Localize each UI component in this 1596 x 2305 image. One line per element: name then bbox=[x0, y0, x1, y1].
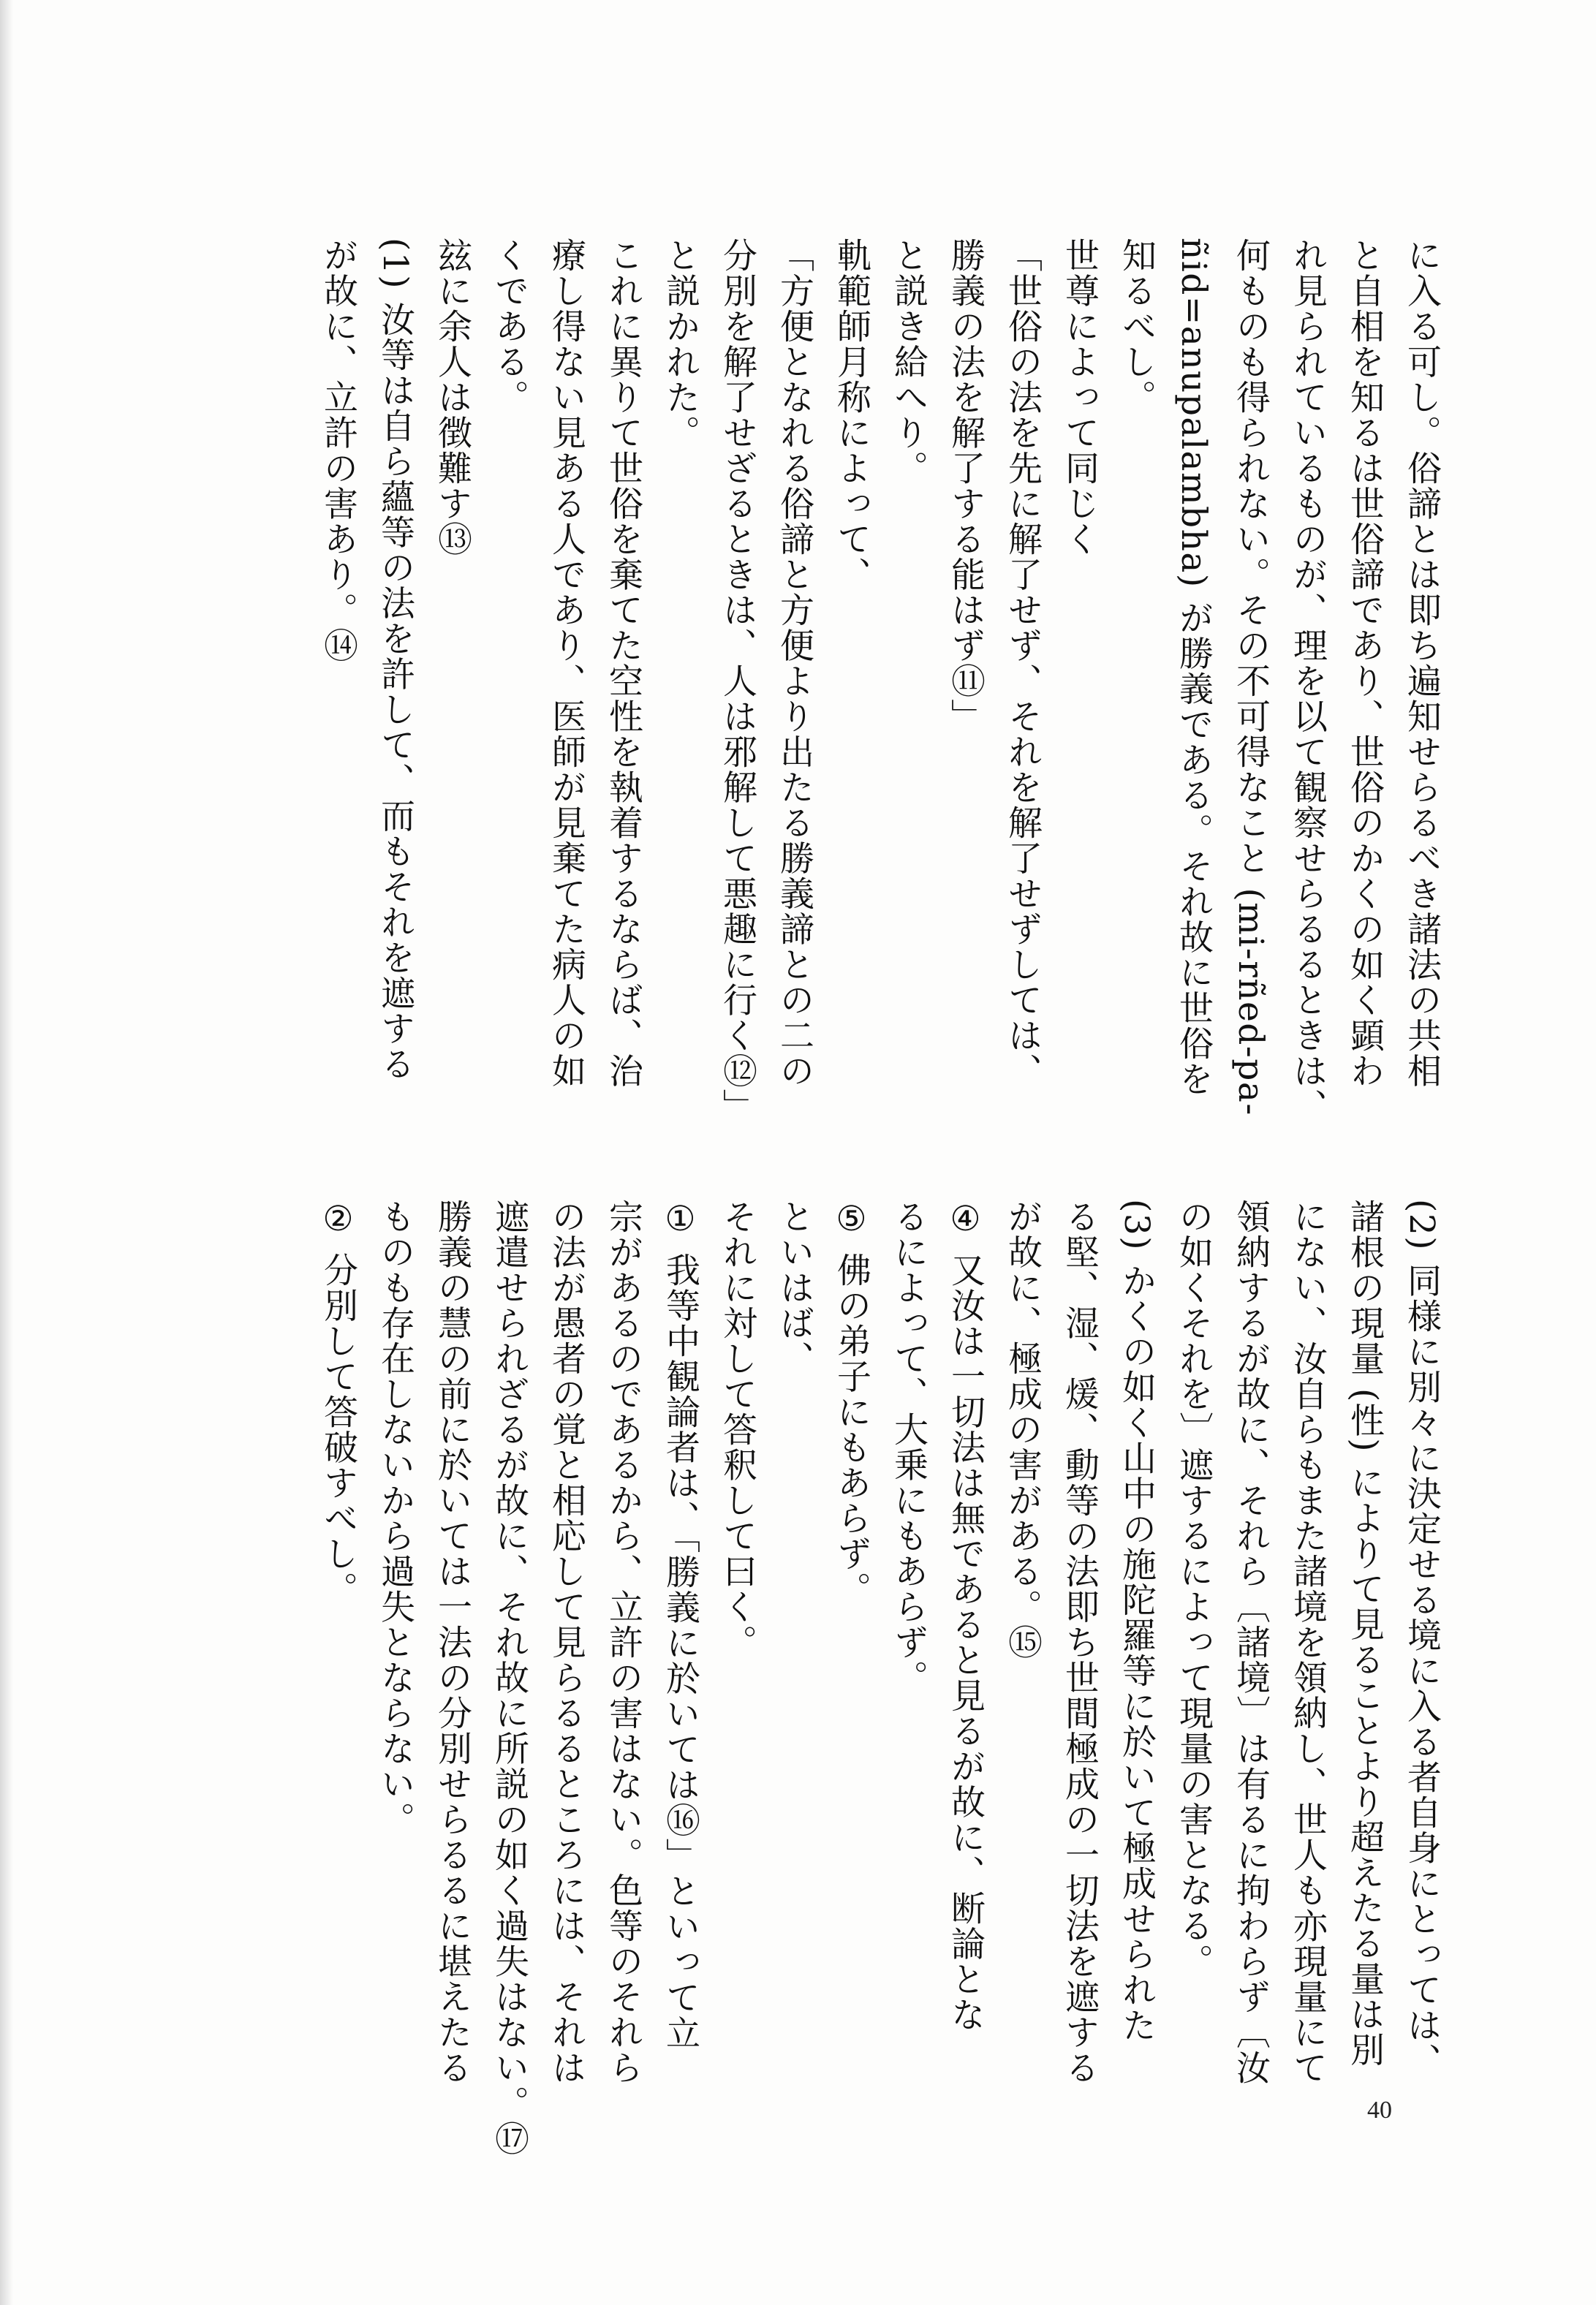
text-line: 「世俗の法を先に解了せず、それを解了せずしては、 bbox=[1002, 238, 1043, 1089]
text-line: 世尊によって同じく bbox=[1059, 238, 1100, 557]
lower-text-block bbox=[119, 1199, 1450, 2157]
text-line: ñid=anupalambha) が勝義である。それ故に世俗を bbox=[1173, 238, 1214, 1097]
text-line: それに対して答釈して曰く。 bbox=[717, 1199, 757, 1660]
text-line: と説き給へり。 bbox=[888, 238, 929, 486]
text-line: の法が愚者の覚と相応して見らるるところには、それは bbox=[546, 1199, 586, 2086]
text-line: にない、汝自らもまた諸境を領納し、世人も亦現量にて bbox=[1287, 1199, 1328, 2086]
text-line: と説かれた。 bbox=[660, 238, 700, 450]
text-line: 勝義の慧の前に於いては一法の分別せらるるに堪えたる bbox=[432, 1199, 472, 2086]
text-line: (1) 汝等は自ら蘊等の法を許して、而もそれを遮する bbox=[375, 238, 415, 1082]
text-line: 領納するが故に、それら〔諸境〕は有るに拘わらず〔汝 bbox=[1230, 1199, 1271, 2086]
page-number: 40 bbox=[1367, 2097, 1392, 2124]
text-line: ④ 又汝は一切法は無であると見るが故に、断論とな bbox=[945, 1199, 986, 2032]
text-line: る堅、湿、煖、動等の法即ち世間極成の一切法を遮する bbox=[1059, 1199, 1100, 2086]
text-line: が故に、立許の害あり。⑭ bbox=[318, 238, 358, 663]
text-line: 「方便となれる俗諦と方便より出たる勝義諦との二の bbox=[774, 238, 814, 1089]
text-line: に入る可し。俗諦とは即ち遍知せらるべき諸法の共相 bbox=[1402, 238, 1442, 1089]
text-line: (3) かくの如く山中の施陀羅等に於いて極成せられた bbox=[1116, 1199, 1157, 2043]
text-line: が故に、極成の害がある。⑮ bbox=[1002, 1199, 1043, 1660]
text-line: と自相を知るは世俗諦であり、世俗のかくの如く顕わ bbox=[1345, 238, 1385, 1089]
text-line: 勝義の法を解了する能はず⑪」 bbox=[945, 238, 986, 734]
text-line: 知るべし。 bbox=[1116, 238, 1157, 415]
text-line: くである。 bbox=[489, 238, 529, 415]
text-line: 諸根の現量 (性) によりて見ることより超えたる量は別 bbox=[1345, 1199, 1385, 2068]
text-line: るによって、大乗にもあらず。 bbox=[888, 1199, 929, 1695]
text-line: 宗があるのであるから、立許の害はない。色等のそれら bbox=[603, 1199, 643, 2086]
text-line: 分別を解了せざるときは、人は邪解して悪趣に行く⑫」 bbox=[717, 238, 757, 1124]
text-line: ② 分別して答破すべし。 bbox=[318, 1199, 358, 1607]
text-line: といはば、 bbox=[774, 1199, 814, 1377]
text-line: 遮遣せられざるが故に、それ故に所説の如く過失はない。⑰ bbox=[489, 1199, 529, 2157]
text-line: ものも存在しないから過失とならない。 bbox=[375, 1199, 415, 1837]
text-line: 軌範師月称によって、 bbox=[831, 238, 871, 592]
text-line: 療し得ない見ある人であり、医師が見棄てた病人の如 bbox=[546, 238, 586, 1089]
text-line: これに異りて世俗を棄てた空性を執着するならば、治 bbox=[603, 238, 643, 1089]
text-line: の如くそれを〕遮するによって現量の害となる。 bbox=[1173, 1199, 1214, 1979]
upper-text-block bbox=[119, 238, 1450, 1203]
text-line: 玆に余人は徴難す⑬ bbox=[432, 238, 472, 557]
text-line: ⑤ 佛の弟子にもあらず。 bbox=[831, 1199, 871, 1607]
binding-shadow bbox=[0, 0, 13, 2305]
text-line: ① 我等中観論者は、「勝義に於いては⑯」といって立 bbox=[660, 1199, 700, 2051]
text-line: (2) 同様に別々に決定せる境に入る者自身にとっては、 bbox=[1402, 1199, 1442, 2079]
text-line: れ見られているものが、理を以て観察せらるるときは、 bbox=[1287, 238, 1328, 1124]
text-line: 何ものも得られない。その不可得なこと (mi-rñed-pa- bbox=[1230, 238, 1271, 1116]
